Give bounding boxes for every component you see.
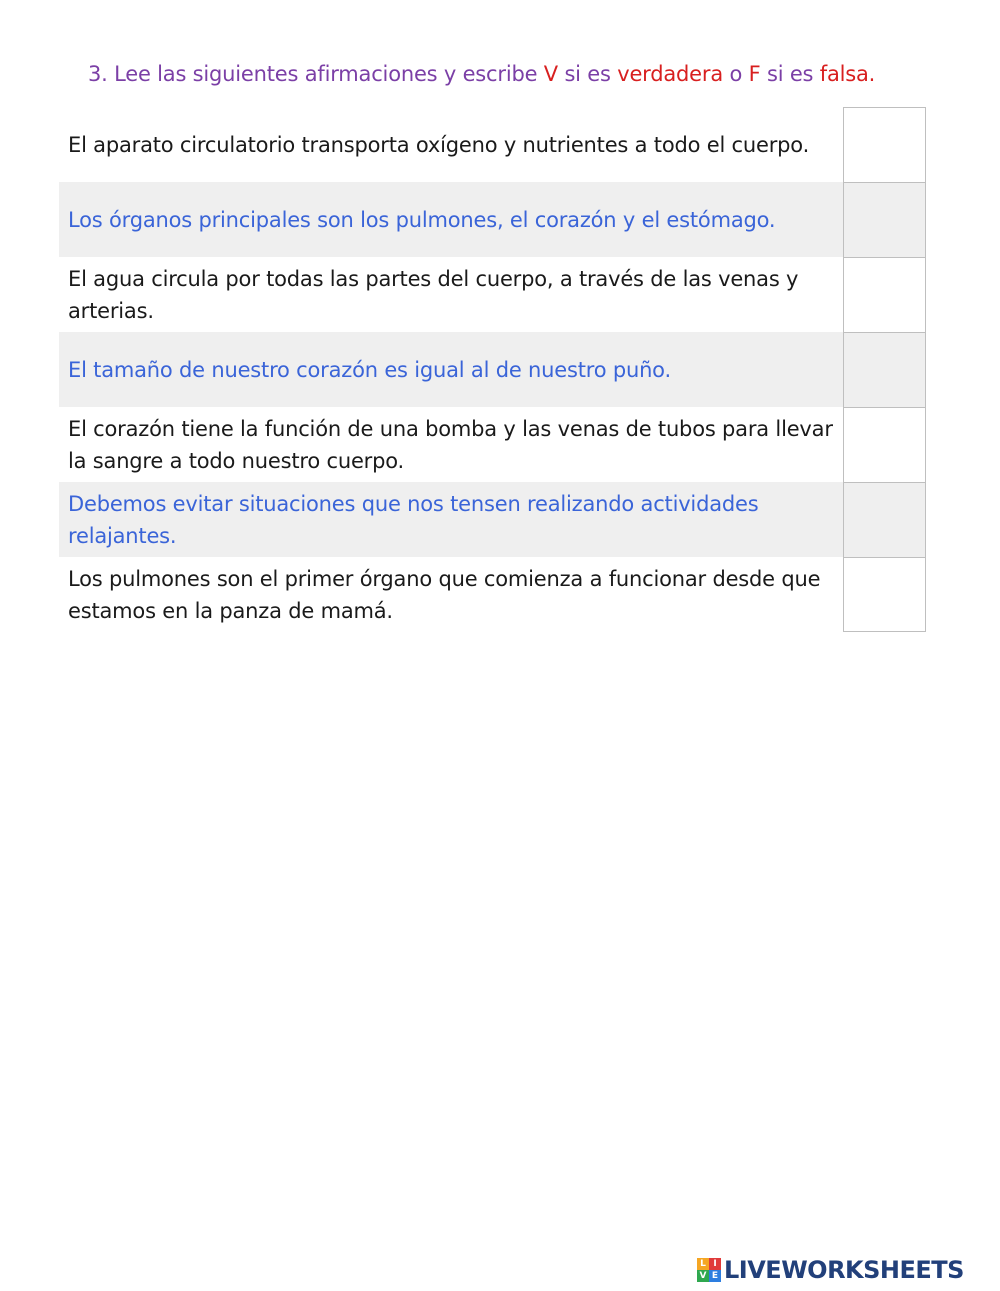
instruction-text bbox=[88, 58, 948, 90]
live-logo-icon bbox=[697, 1258, 721, 1282]
liveworksheets-logo bbox=[697, 1253, 964, 1287]
instruction-part: 3. Lee las siguientes afirmaciones y escribe bbox=[88, 62, 544, 86]
instruction-f: F bbox=[748, 62, 761, 86]
statement-row bbox=[59, 257, 926, 332]
statement-row bbox=[59, 557, 926, 632]
statement-row bbox=[59, 107, 926, 182]
logo-letter: L bbox=[697, 1258, 709, 1270]
answer-input[interactable] bbox=[843, 107, 926, 182]
statement-text: El aparato circulatorio transporta oxígeno y nutrientes a todo el cuerpo. bbox=[68, 132, 810, 157]
instruction-v: V bbox=[543, 62, 558, 86]
statement-row bbox=[59, 332, 926, 407]
statement-text: Los órganos principales son los pulmones, el corazón y el estómago. bbox=[68, 207, 776, 232]
statement-text: Los pulmones son el primer órgano que comienza a funcionar desde que estamos en la panza de mamá. bbox=[68, 566, 821, 623]
statement-text: El tamaño de nuestro corazón es igual al de nuestro puño. bbox=[68, 357, 671, 382]
statement-text: Debemos evitar situaciones que nos tensen realizando actividades relajantes. bbox=[68, 491, 759, 548]
statements-table bbox=[59, 107, 926, 632]
answer-input[interactable] bbox=[843, 182, 926, 257]
instruction-part: si es bbox=[760, 62, 820, 86]
statement-row bbox=[59, 482, 926, 557]
statement-text: El corazón tiene la función de una bomba y las venas de tubos para llevar la sangre a todo nuestro cuerpo. bbox=[68, 416, 833, 473]
instruction-verdadera: verdadera bbox=[617, 62, 723, 86]
statement-row bbox=[59, 182, 926, 257]
statement-row bbox=[59, 407, 926, 482]
answer-input[interactable] bbox=[843, 332, 926, 407]
answer-input[interactable] bbox=[843, 257, 926, 332]
instruction-part: o bbox=[723, 62, 749, 86]
logo-text: LIVEWORKSHEETS bbox=[724, 1256, 964, 1284]
instruction-falsa: falsa. bbox=[819, 62, 876, 86]
logo-letter: E bbox=[709, 1270, 721, 1282]
statement-text: El agua circula por todas las partes del cuerpo, a través de las venas y arterias. bbox=[68, 266, 799, 323]
logo-letter: V bbox=[697, 1270, 709, 1282]
logo-letter: I bbox=[709, 1258, 721, 1270]
answer-input[interactable] bbox=[843, 407, 926, 482]
answer-input[interactable] bbox=[843, 557, 926, 632]
answer-input[interactable] bbox=[843, 482, 926, 557]
instruction-part: si es bbox=[557, 62, 618, 86]
